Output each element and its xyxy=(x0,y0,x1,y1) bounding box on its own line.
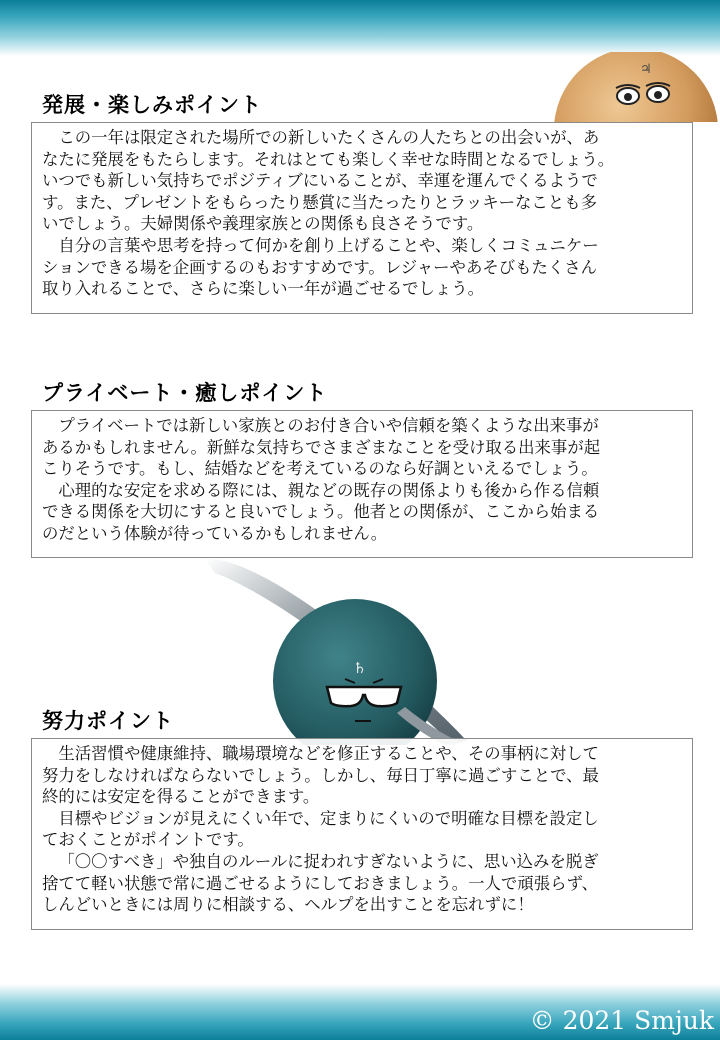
jupiter-symbol: ♃ xyxy=(640,62,652,77)
section-title-development: 発展・楽しみポイント xyxy=(42,93,262,117)
section-title-effort: 努力ポイント xyxy=(42,709,174,733)
header-gradient-band xyxy=(0,0,720,56)
section-title-private: プライベート・癒しポイント xyxy=(42,381,328,405)
paragraph: 心理的な安定を求める際には、親などの既存の関係よりも後から作る信頼 できる関係を大切にすると良いでしょう。他者との関係が、ここから始まる のだという体験が待っているかもしれません。 xyxy=(42,480,600,543)
paragraph: この一年は限定された場所での新しいたくさんの人たちとの出会いが、あ なたに発展をもたらします。それはとても楽しく幸せな時間となるでしょう。 いつでも新しい気持ちでポジティブにいることが、幸運を運んでくるようで す。また、プレゼントをもらったり懸賞に当たったりとラッキーなことも多 いでしょう。夫婦関係や義理家族との関係も良さそうです。 xyxy=(42,128,615,234)
saturn-character-icon xyxy=(205,555,470,745)
paragraph: 自分の言葉や思考を持って何かを創り上げることや、楽しくコミュニケー ションできる場を企画するのもおすすめです。レジャーやあそびもたくさん 取り入れることで、さらに楽しい一年が過ごせるでしょう。 xyxy=(42,235,599,299)
section-box-development xyxy=(31,122,693,314)
copyright-text: © 2021 Smjuk xyxy=(529,1006,714,1035)
paragraph: プライベートでは新しい家族とのお付き合いや信頼を築くような出来事が あるかもしれません。新鮮な気持ちでさまざまなことを受け取る出来事が起 こりそうです。もし、結婚などを考えているのなら好調といえるでしょう。 xyxy=(42,416,601,479)
paragraph: 生活習慣や健康維持、職場環境などを修正することや、その事柄に対して 努力をしなければならないでしょう。しかし、毎日丁寧に過ごすことで、最 終的には安定を得ることができます。 xyxy=(42,744,599,807)
jupiter-character-icon xyxy=(548,52,718,122)
saturn-symbol: ♄ xyxy=(353,659,367,677)
paragraph: 「〇〇すべき」や独自のルールに捉われすぎないように、思い込みを脱ぎ 捨てて軽い状態で常に過ごせるようにしておきましょう。一人で頑張らず、 しんどいときには周りに相談する、ヘルプを出すことを忘れずに！ xyxy=(42,851,599,915)
paragraph: 目標やビジョンが見えにくい年で、定まりにくいので明確な目標を設定し ておくことがポイントです。 xyxy=(42,808,599,850)
section-box-private xyxy=(31,410,693,558)
section-box-effort xyxy=(31,738,693,930)
